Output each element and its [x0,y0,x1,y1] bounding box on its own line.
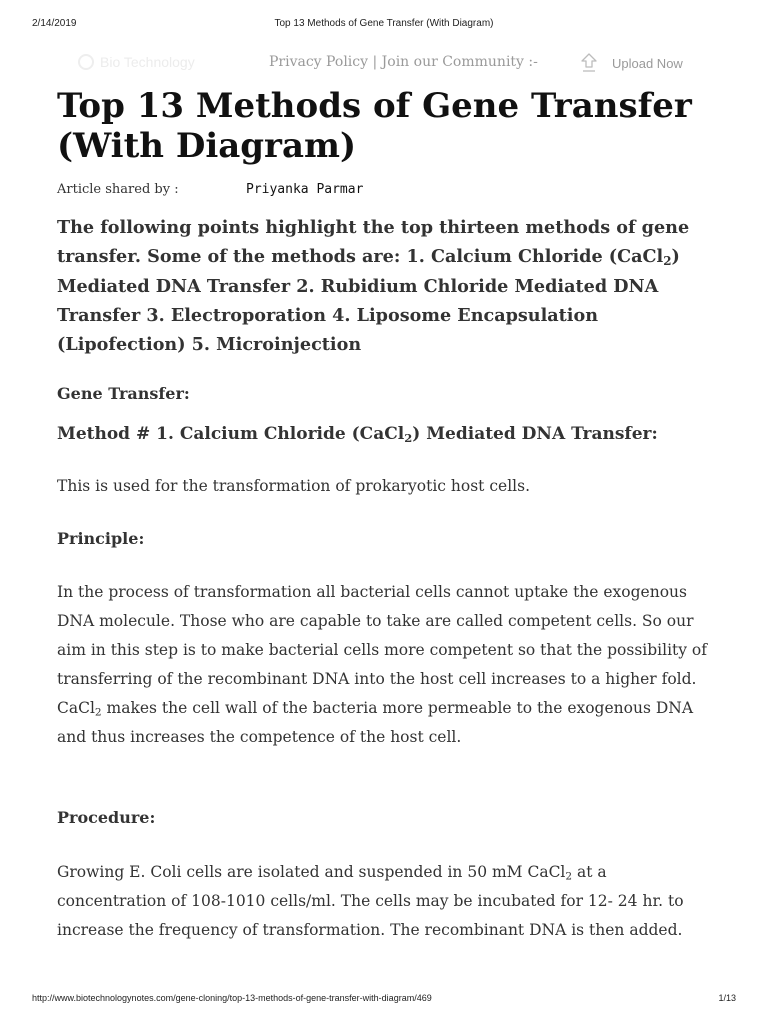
upload-icon [580,52,598,74]
print-footer [32,993,736,1007]
print-doc-title: Top 13 Methods of Gene Transfer (With Diagram) [274,18,494,29]
author-name[interactable]: Priyanka Parmar [246,182,364,197]
method-intro: This is used for the transformation of prokaryotic host cells. [57,477,530,495]
subscript: 2 [663,254,672,269]
page-number: 1/13 [718,993,736,1003]
principle-text: In the process of transformation all bacterial cells cannot uptake the exogenous DNA molecule. Those who are capable to take are called competent cells. So our aim in this step is to make bacterial cells more competent so that the possibility of transferring of the recombinant DNA into the host cell increases to a higher fold. CaCl [57,583,708,717]
summary-text: The following points highlight the top thirteen methods of gene transfer. Some of the methods are: 1. Calcium Chloride (CaCl [57,217,690,268]
article-summary [57,213,697,359]
method-heading [57,424,658,444]
procedure-heading: Procedure: [57,808,156,827]
principle-text-cont: makes the cell wall of the bacteria more permeable to the exogenous DNA and thus increases the competence of the host cell. [57,699,694,746]
print-header [32,18,736,32]
method-heading-text-cont: ) Mediated DNA Transfer: [412,424,658,444]
logo-icon [78,54,94,70]
subscript: 2 [565,870,573,883]
principle-paragraph [57,578,707,752]
method-heading-text: Method # 1. Calcium Chloride (CaCl [57,424,405,444]
upload-now-button[interactable] [580,50,683,76]
nav-links[interactable]: Privacy Policy | Join our Community :- [269,54,538,70]
page-title-line2: (With Diagram) [57,126,357,166]
logo-text: Bio Technology [100,54,195,70]
procedure-text-cont: at a concentration of 108-1010 cells/ml. The cells may be incubated for 12- 24 hr. to increase the frequency of transformation. The recombinant DNA is then added. [57,863,684,939]
procedure-text: Growing E. Coli cells are isolated and suspended in 50 mM CaCl [57,863,566,881]
site-topbar [70,50,708,80]
page-title-line1: Top 13 Methods of Gene Transfer [57,86,692,126]
upload-label: Upload Now [612,55,683,71]
page-title [57,86,717,166]
subscript: 2 [404,430,413,445]
site-logo[interactable] [78,54,195,70]
byline-label: Article shared by : [57,182,179,197]
procedure-paragraph [57,858,707,945]
subscript: 2 [94,706,102,719]
print-date: 2/14/2019 [32,18,77,29]
principle-heading: Principle: [57,529,145,548]
byline [57,182,717,202]
section-heading-gene-transfer: Gene Transfer: [57,384,190,403]
page-url[interactable]: http://www.biotechnologynotes.com/gene-cloning/top-13-methods-of-gene-transfer-with-diagram/469 [32,993,432,1003]
summary-text-cont: ) Mediated DNA Transfer 2. Rubidium Chloride Mediated DNA Transfer 3. Electroporation 4. Liposome Encapsulation (Lipofection) 5. Microinjection [57,246,680,356]
article [57,86,717,939]
